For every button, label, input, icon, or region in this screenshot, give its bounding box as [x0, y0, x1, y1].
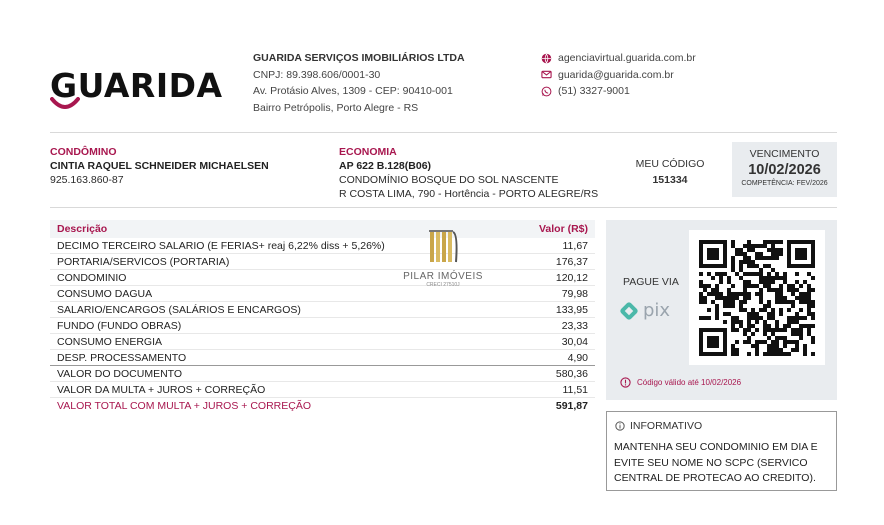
condomino-doc: 925.163.860-87 — [50, 174, 124, 186]
col-desc-header: Descrição — [57, 223, 108, 235]
pix-logo-text: pix — [643, 300, 671, 321]
row-desc: VALOR DA MULTA + JUROS + CORREÇÃO — [57, 383, 266, 396]
qr-code-image — [689, 230, 825, 365]
company-district: Bairro Petrópolis, Porto Alegre - RS — [253, 101, 419, 114]
pix-validity-text: Código válido até 10/02/2026 — [637, 378, 742, 387]
vencimento-box — [732, 142, 837, 197]
email-link[interactable]: guarida@guarida.com.br — [558, 68, 674, 81]
pague-via-label: PAGUE VIA — [623, 276, 679, 288]
contact-info — [541, 50, 696, 100]
table-header — [50, 220, 595, 238]
phone-row[interactable] — [541, 83, 696, 100]
competencia: COMPETÊNCIA: FEV/2026 — [741, 180, 828, 187]
pix-logo — [619, 298, 681, 329]
pix-validity — [620, 377, 741, 388]
table-row — [50, 238, 595, 254]
pix-qr-code[interactable] — [689, 230, 825, 365]
company-info — [253, 50, 465, 116]
watermark-creci: CRECI 27510J — [426, 282, 460, 288]
economia-address: R COSTA LIMA, 790 - Hortência - PORTO ALEGRE/RS — [339, 188, 599, 200]
company-address: Av. Protásio Alves, 1309 - CEP: 90410-001 — [253, 85, 453, 97]
meu-codigo-value: 151334 — [652, 174, 688, 186]
company-name: GUARIDA SERVIÇOS IMOBILIÁRIOS LTDA — [253, 52, 465, 64]
meu-codigo-label: MEU CÓDIGO — [635, 158, 705, 170]
economia-unit: AP 622 B.128(B06) — [339, 160, 432, 172]
row-value: 133,95 — [555, 303, 588, 316]
informativo-title: INFORMATIVO — [630, 420, 703, 432]
whatsapp-icon — [541, 86, 552, 97]
row-value: 11,67 — [562, 239, 588, 252]
vencimento-date: 10/02/2026 — [748, 162, 821, 178]
charges-table — [50, 220, 595, 413]
table-row — [50, 254, 595, 270]
company-cnpj: CNPJ: 89.398.606/0001-30 — [253, 68, 381, 81]
alert-icon — [620, 377, 631, 388]
website-row[interactable] — [541, 50, 696, 67]
col-value-header: Valor (R$) — [538, 223, 588, 235]
row-desc: PORTARIA/SERVICOS (PORTARIA) — [57, 255, 230, 268]
row-desc: SALARIO/ENCARGOS (SALÁRIOS E ENCARGOS) — [57, 303, 301, 316]
informativo-header — [615, 420, 702, 432]
row-value: 11,51 — [562, 383, 588, 396]
pilar-watermark — [400, 228, 486, 288]
multa-row — [50, 382, 595, 398]
row-value: 120,12 — [555, 271, 588, 284]
header-divider — [50, 132, 837, 133]
row-desc: CONSUMO ENERGIA — [57, 335, 163, 348]
condomino-name: CINTIA RAQUEL SCHNEIDER MICHAELSEN — [50, 160, 269, 172]
row-desc: CONDOMINIO — [57, 271, 127, 284]
row-value: 580,36 — [555, 367, 588, 380]
valor-documento-row — [50, 366, 595, 382]
informativo-box — [606, 411, 837, 491]
table-row — [50, 334, 595, 350]
table-row — [50, 350, 595, 366]
economia-label: ECONOMIA — [339, 146, 397, 158]
row-value: 591,87 — [555, 399, 588, 412]
vencimento-label: VENCIMENTO — [749, 148, 820, 160]
economia-condo: CONDOMÍNIO BOSQUE DO SOL NASCENTE — [339, 174, 559, 186]
row-value: 23,33 — [561, 319, 588, 332]
condomino-label: CONDÔMINO — [50, 146, 117, 158]
logo-smile-mark — [50, 97, 80, 111]
row-desc: VALOR TOTAL COM MULTA + JUROS + CORREÇÃO — [57, 399, 311, 412]
row-desc: VALOR DO DOCUMENTO — [57, 367, 183, 380]
row-desc: FUNDO (FUNDO OBRAS) — [57, 319, 182, 332]
watermark-name: PILAR IMÓVEIS — [403, 271, 483, 282]
email-row[interactable] — [541, 67, 696, 84]
row-desc: DECIMO TERCEIRO SALARIO (E FERIAS+ reaj 6,22% diss + 5,26%) — [57, 239, 385, 252]
globe-icon — [541, 53, 552, 64]
informativo-body: MANTENHA SEU CONDOMINIO EM DIA E EVITE SEU NOME NO SCPC (SERVICO CENTRAL DE PROTECAO AO CREDITO). — [614, 441, 818, 484]
condomino-block — [50, 145, 269, 187]
meu-codigo — [630, 156, 710, 188]
row-value: 4,90 — [567, 351, 588, 364]
phone-number[interactable]: (51) 3327-9001 — [558, 85, 630, 97]
table-row — [50, 286, 595, 302]
table-row — [50, 302, 595, 318]
guarida-logo: GUARIDA — [50, 66, 223, 105]
economia-block — [339, 145, 598, 201]
row-value: 30,04 — [561, 335, 588, 348]
row-desc: DESP. PROCESSAMENTO — [57, 351, 187, 364]
row-value: 176,37 — [555, 255, 588, 268]
mail-icon — [541, 69, 552, 80]
total-row — [50, 398, 595, 413]
website-link[interactable]: agenciavirtual.guarida.com.br — [558, 52, 696, 64]
row-desc: CONSUMO DAGUA — [57, 287, 153, 300]
info-divider — [50, 207, 837, 208]
pix-logo-icon — [619, 298, 681, 324]
table-row — [50, 318, 595, 334]
row-value: 79,98 — [561, 287, 588, 300]
pilar-building-icon — [427, 228, 459, 266]
info-icon — [615, 421, 625, 431]
table-row — [50, 270, 595, 286]
